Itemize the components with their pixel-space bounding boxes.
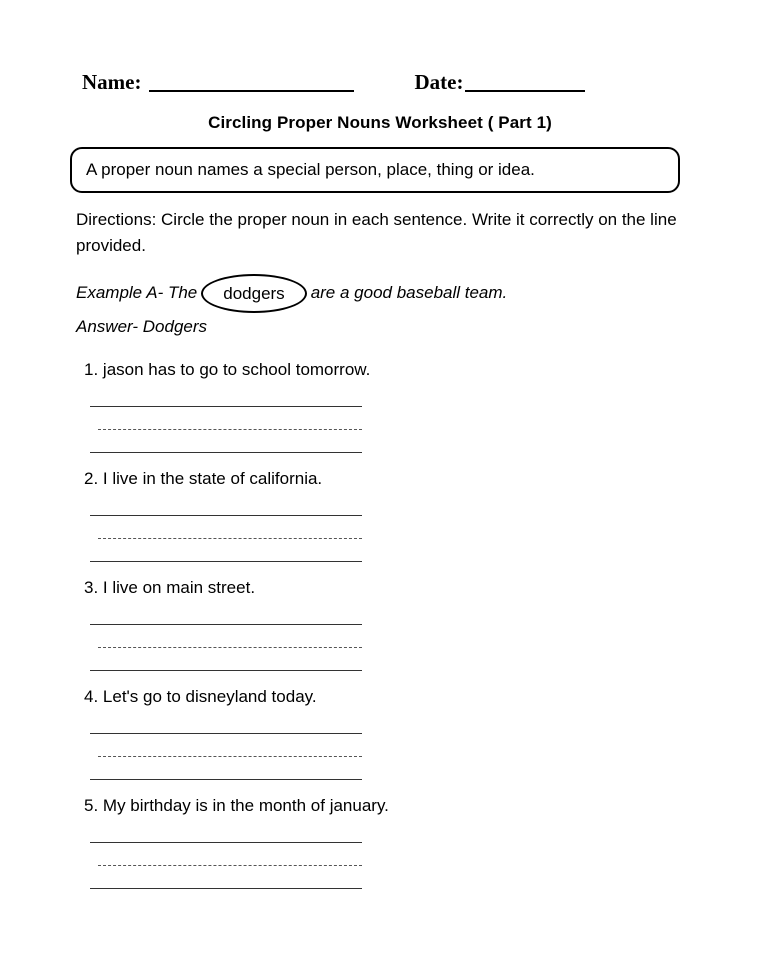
date-group xyxy=(414,70,585,95)
question-text xyxy=(84,469,700,489)
question-number: 4. xyxy=(84,686,99,706)
question-number: 1. xyxy=(84,359,99,379)
answer-lines xyxy=(90,495,362,562)
definition-box: A proper noun names a special person, place, thing or idea. xyxy=(70,147,680,193)
question-item xyxy=(82,469,700,562)
question-number: 3. xyxy=(84,577,99,597)
directions-text: Directions: Circle the proper noun in each sentence. Write it correctly on the line provided. xyxy=(76,210,677,255)
answer-line-solid-top[interactable] xyxy=(90,386,362,407)
question-text xyxy=(84,796,700,816)
answer-line-dashed-mid[interactable] xyxy=(98,625,362,648)
question-item xyxy=(82,796,700,889)
header xyxy=(82,70,700,95)
date-input-line[interactable] xyxy=(465,89,585,92)
answer-line-solid-top[interactable] xyxy=(90,822,362,843)
circled-word: dodgers xyxy=(201,274,306,313)
example-sentence xyxy=(76,274,700,313)
example-suffix: are a good baseball team. xyxy=(310,283,508,303)
question-sentence: jason has to go to school tomorrow. xyxy=(102,359,371,379)
answer-line-dashed-mid[interactable] xyxy=(98,734,362,757)
date-label: Date: xyxy=(414,70,464,94)
question-item xyxy=(82,687,700,780)
name-input-line[interactable] xyxy=(149,89,354,92)
question-sentence: I live on main street. xyxy=(102,577,256,597)
example-block xyxy=(76,274,700,340)
answer-line-solid-bottom[interactable] xyxy=(90,757,362,780)
example-prefix: Example A- The xyxy=(76,283,198,303)
question-sentence: I live in the state of california. xyxy=(102,468,323,488)
page-title: Circling Proper Nouns Worksheet ( Part 1) xyxy=(208,113,552,132)
question-item xyxy=(82,360,700,453)
answer-lines xyxy=(90,713,362,780)
answer-lines xyxy=(90,822,362,889)
question-item xyxy=(82,578,700,671)
answer-line-solid-top[interactable] xyxy=(90,604,362,625)
question-text xyxy=(84,687,700,707)
questions-list xyxy=(82,360,700,889)
answer-lines xyxy=(90,604,362,671)
question-text xyxy=(84,360,700,380)
question-number: 5. xyxy=(84,795,99,815)
answer-line-solid-bottom[interactable] xyxy=(90,430,362,453)
answer-line-solid-top[interactable] xyxy=(90,495,362,516)
answer-line-solid-top[interactable] xyxy=(90,713,362,734)
answer-line-dashed-mid[interactable] xyxy=(98,843,362,866)
answer-line-dashed-mid[interactable] xyxy=(98,407,362,430)
answer-line-solid-bottom[interactable] xyxy=(90,539,362,562)
answer-line-solid-bottom[interactable] xyxy=(90,866,362,889)
question-number: 2. xyxy=(84,468,99,488)
answer-lines xyxy=(90,386,362,453)
answer-line-solid-bottom[interactable] xyxy=(90,648,362,671)
question-sentence: My birthday is in the month of january. xyxy=(102,795,389,815)
name-label: Name: xyxy=(82,70,142,94)
question-sentence: Let's go to disneyland today. xyxy=(102,686,317,706)
question-text xyxy=(84,578,700,598)
answer-line-dashed-mid[interactable] xyxy=(98,516,362,539)
example-answer: Answer- Dodgers xyxy=(76,317,208,336)
